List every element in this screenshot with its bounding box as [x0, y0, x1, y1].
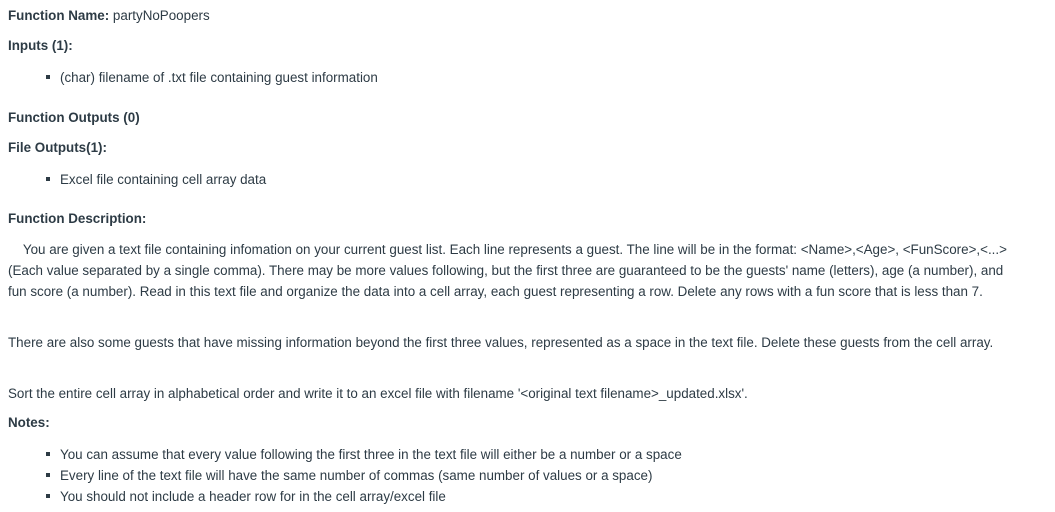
function-name-label: Function Name: — [8, 8, 110, 23]
function-name-value: partyNoPoopers — [112, 8, 210, 23]
function-outputs-heading: Function Outputs (0) — [8, 110, 140, 125]
description-paragraph-1: You are given a text file containing infomation on your current guest list. Each line represents a guest. The line will be in the format: <Name>,<Age>, <FunScore>,<...> (Each value separated by a single comma). There may be more values following, but the first three are guaranteed to be the guests' name (letters), age (a number), and fun score (a number). Read in this text file and organize the data into a cell array, each guest representing a row. Delete any rows with a fun score that is less than 7. — [8, 242, 1011, 299]
notes-list-item: You should not include a header row for in the cell array/excel file — [8, 486, 682, 507]
description-heading: Function Description: — [8, 211, 147, 226]
notes-list — [8, 444, 682, 507]
inputs-list-item: (char) filename of .txt file containing guest information — [8, 67, 378, 88]
notes-heading: Notes: — [8, 415, 50, 430]
notes-list-item: Every line of the text file will have the same number of commas (same number of values or a space) — [8, 465, 682, 486]
inputs-list — [8, 67, 378, 88]
description-paragraph-2: There are also some guests that have missing information beyond the first three values, represented as a space in the text file. Delete these guests from the cell array. — [8, 335, 994, 350]
inputs-heading: Inputs (1): — [8, 38, 73, 53]
notes-list-item: You can assume that every value following the first three in the text file will either be a number or a space — [8, 444, 682, 465]
function-name-row — [8, 7, 210, 25]
file-outputs-list — [8, 169, 266, 190]
file-outputs-list-item: Excel file containing cell array data — [8, 169, 266, 190]
file-outputs-heading: File Outputs(1): — [8, 140, 107, 155]
description-paragraph-3: Sort the entire cell array in alphabetical order and write it to an excel file with filename '<original text filename>_updated.xlsx'. — [8, 386, 748, 401]
